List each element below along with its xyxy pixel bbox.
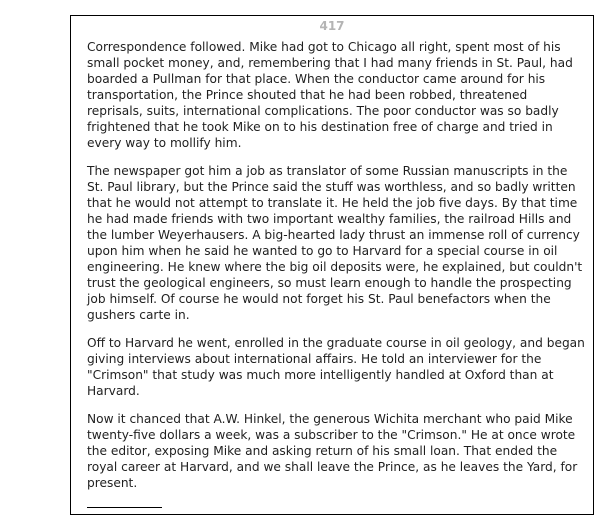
footnote-divider bbox=[87, 507, 162, 508]
paragraph-4: Now it chanced that A.W. Hinkel, the generous Wichita merchant who paid Mike twenty-five dollars a week, was a subscriber to the "Crimson." He at once wrote the editor, exposing Mike and asking return of his small loan. That ended the royal career at Harvard, and we shall leave the Prince, as he leaves the Yard, for present. bbox=[87, 412, 578, 490]
paragraph-3: Off to Harvard he went, enrolled in the graduate course in oil geology, and began giving interviews about international affairs. He told an interviewer for the "Crimson" that study was much more intelligently handled at Oxford than at Harvard. bbox=[87, 336, 585, 398]
document-page bbox=[70, 15, 594, 515]
page-body bbox=[87, 39, 585, 503]
paragraph-1: Correspondence followed. Mike had got to Chicago all right, spent most of his small pocket money, and, remembering that I had many friends in St. Paul, had boarded a Pullman for that place. When the conductor came around for his transportation, the Prince shouted that he had been robbed, threatened reprisals, suits, international complications. The poor conductor was so badly frightened that he took Mike on to his destination free of charge and tried in every way to mollify him. bbox=[87, 40, 573, 150]
paragraph-2: The newspaper got him a job as translator of some Russian manuscripts in the St. Paul library, but the Prince said the stuff was worthless, and so badly written that he would not attempt to translate it. He held the job five days. By that time he had made friends with two important wealthy families, the railroad Hills and the lumber Weyerhausers. A big-hearted lady thrust an immense roll of currency upon him when he said he wanted to go to Harvard for a special course in oil engineering. He knew where the big oil deposits were, he explained, but couldn't trust the geological engineers, so must learn enough to handle the prospecting job himself. Of course he would not forget his St. Paul benefactors when the gushers carte in. bbox=[87, 164, 583, 322]
page-number: 417 bbox=[319, 19, 345, 33]
